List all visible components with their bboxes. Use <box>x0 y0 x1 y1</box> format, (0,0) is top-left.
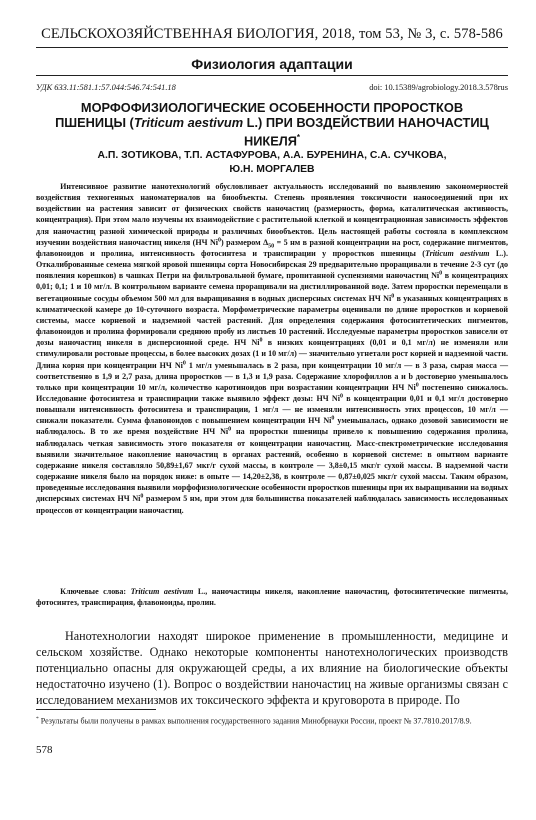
superscript-zero: 0 <box>140 493 144 500</box>
keywords-label: Ключевые слова: <box>60 587 131 596</box>
header-rule <box>36 47 508 48</box>
superscript-zero: 0 <box>228 426 232 433</box>
udc-code: УДК 633.11:581.1:57.044:546.74:541.18 <box>36 83 176 92</box>
abstract-text: L.). Откалиброванные семена мягкой яровой пшеницы сорта Новосибирская 29 предварительно проращивали в течение 2-3 сут (до появления корешков) в чашках Петри на фильтровальной бумаге, пропитанной суспензиями наночастиц Ni <box>36 248 508 281</box>
superscript-zero: 0 <box>259 337 263 344</box>
abstract-text: размером 5 нм, при этом для большинства показателей наблюдалась зависимость исследованных процессов от концентрации наночастиц. <box>36 494 508 515</box>
superscript-zero: 0 <box>218 237 222 244</box>
doi-link[interactable]: doi: 10.15389/agrobiology.2018.3.578rus <box>369 83 508 92</box>
section-title: Физиология адаптации <box>191 56 353 72</box>
superscript-zero: 0 <box>339 393 343 400</box>
title-footnote-mark[interactable]: * <box>296 133 301 142</box>
superscript-zero: 0 <box>415 382 419 389</box>
authors-line-2: Ю.Н. МОРГАЛЕВ <box>229 163 315 175</box>
abstract-text: постепенно снижалось. Исследование фотосинтеза и транспирации также выявило эффект дозы: НЧ Ni <box>36 382 508 403</box>
abstract-text: 1 мг/л уменьшалась в 2 раза, при концентрации 10 мг/л — в 3 раза, сырая масса — соответственно в 1,9 и 2,7 раза, длина проростков — в 1,3 и 1,9 раза. Содержание хлорофиллов a и b достоверно уменьшалось только при концентрации 10 мг/л, количество каротиноидов при возрастании концентрации НЧ Ni <box>36 360 508 392</box>
abstract-text: уменьшалась, однако дозовой зависимости не наблюдалось. В то же время воздействие НЧ Ni <box>36 416 508 437</box>
abstract-text: = 5 нм в разной концентрации на рост, содержание пигментов, флавоноидов и пролина, интенсивность фотосинтеза и транспирации у проростков пшеницы ( <box>36 237 509 258</box>
keywords <box>36 586 508 608</box>
footnote <box>36 714 508 727</box>
keywords-list: L., наночастицы никеля, накопление наночастиц, фотосинтетические пигменты, фотосинтез, транспирация, флавоноиды, пролин. <box>36 587 509 608</box>
superscript-zero: 0 <box>391 292 395 299</box>
authors <box>40 149 504 176</box>
title-part-1: МОРФОФИЗИОЛОГИЧЕСКИЕ ОСОБЕННОСТИ ПРОРОСТКОВ ПШЕНИЦЫ ( <box>55 100 464 130</box>
section-rule <box>36 75 508 76</box>
abstract <box>36 181 508 516</box>
keywords-species: Triticum aestivum <box>130 587 194 596</box>
footnote-mark: * <box>36 716 39 722</box>
abstract-text: в концентрации 0,01 и 0,1 мг/л достоверно повышали интенсивность фотосинтеза и транспирации, 1 мг/л — не изменяли интенсивность этих процессов, 10 мг/л — снижали показатели. Сумма флавоноидов с повышением концентрации НЧ Ni <box>36 393 508 426</box>
abstract-text: Интенсивное развитие нанотехнологий обусловливает актуальность исследований по выявлению закономерностей воздействия техногенных наноматериалов на биообъекты. Степень проявления токсичности наносоединений при их воздействии на растения зависит от физических свойств наночастиц (размерность, форма, каталитическая активность, концентрация). При этом мало изучены их взаимодействие с растительной клеткой и концентрационная зависимость эффектов для наночастиц разной химической природы и различных биообъектов. Цель настоящей работы состояла в комплексном изучении воздействия наночастиц никеля (НЧ Ni <box>36 182 508 247</box>
title-part-2: L.) ПРИ ВОЗДЕЙСТВИИ НАНОЧАСТИЦ НИКЕЛЯ <box>243 115 489 149</box>
superscript-zero: 0 <box>331 415 335 422</box>
abstract-text: в указанных концентрациях в климатической камере до 10-суточного возраста. Морфометрические параметры оценивали по длине проростков и корневой системы, массе корневой и надземной частей растений. Для определения содержания фотосинтетических пигментов, флавоноидов и пролина формировали среднюю пробу из листьев 10 растений. Исследуемые параметры проростков зависели от дозы наночастиц никеля в дисперсионной среде. НЧ Ni <box>36 293 509 348</box>
title-species: Triticum aestivum <box>133 115 244 130</box>
authors-line-1: А.П. ЗОТИКОВА, Т.П. АСТАФУРОВА, А.А. БУРЕНИНА, С.А. СУЧКОВА, <box>97 150 447 161</box>
article-title <box>44 100 500 148</box>
body-paragraph: Нанотехнологии находят широкое применение в промышленности, медицине и сельском хозяйстве. Однако некоторые компоненты нанотехнологических производств потенциально опасны для окружающей среды, а их влияние на биологические объекты недостаточно изучено (1). Вопрос о воздействии наночастиц на живые организмы связан с исследованием механизмов их токсического эффекта и круговорота в природе. По <box>36 629 508 707</box>
species-name: Triticum aestivum <box>424 248 490 258</box>
subscript-50: 50 <box>268 243 275 250</box>
abstract-text: в концентрациях 0,01; 0,1; 1 и 10 мг/л. В контрольном варианте семена проращивали на дистиллированной воде. Затем проростки перемещали в вегетационные сосуды объемом 500 мл для выращивания в водных дисперсных системах НЧ Ni <box>36 271 509 303</box>
abstract-text: ) размером Δ <box>221 237 269 247</box>
footnote-rule <box>36 709 156 710</box>
superscript-zero: 0 <box>439 270 443 277</box>
footnote-text: Результаты были получены в рамках выполнения государственного задания Минобрнауки России, проект № 37.7810.2017/8.9. <box>38 716 472 726</box>
page-number: 578 <box>36 744 53 756</box>
superscript-zero: 0 <box>182 359 186 366</box>
abstract-text: в низких концентрациях (0,01 и 0,1 мг/л) не изменяли или стимулировали ростовые процессы, в более высоких дозах (1 и 10 мг/л) — значительно угнетали рост корней и надземной части. Длина корня при концентрации НЧ Ni <box>36 338 508 370</box>
meta-row <box>36 83 508 92</box>
abstract-text: на проростки пшеницы привело к повышению содержания пролина, наблюдалась четкая зависимость этого показателя от концентрации наночастиц. Масс-спектрометрические исследования выявили значительное накопление наночастиц в органах растений, особенно в корневой системе: в опытном варианте содержание никеля составляло 50,89±1,67 мкг/г сухой массы, в контроле — 3,8±0,15 мкг/г сухой массы. В надземной части содержание никеля было на порядок ниже: в опыте — 14,20±2,38, в контроле — 0,87±0,025 мкг/г сухой массы. Таким образом, проведенные исследования выявили морфофизиологические особенности проростков пшеницы при их выращивании на водных дисперсных системах НЧ Ni <box>36 427 508 504</box>
journal-header: СЕЛЬСКОХОЗЯЙСТВЕННАЯ БИОЛОГИЯ, 2018, том 53, № 3, с. 578-586 <box>41 26 503 42</box>
